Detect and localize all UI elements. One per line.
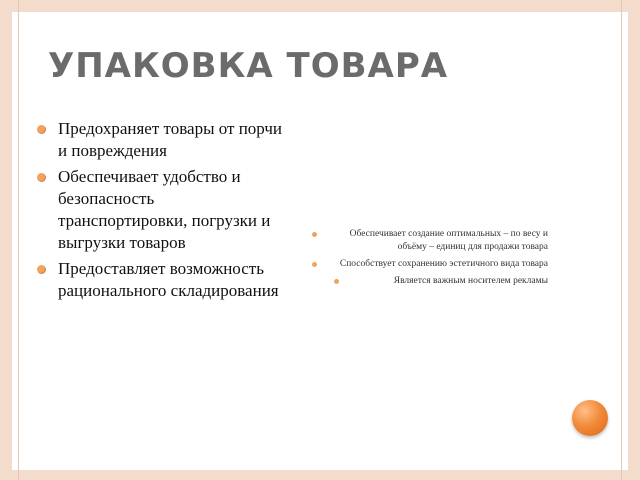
right-bullet-text: Является важным носителем рекламы — [393, 276, 548, 286]
right-bullet-text: Способствует сохранению эстетичного вида товара — [339, 259, 548, 269]
orange-circle-bullet-icon — [37, 173, 46, 182]
slide-border-left — [0, 0, 12, 480]
orange-circle-bullet-icon — [37, 265, 46, 274]
slide-border-right — [628, 0, 640, 480]
slide-title: УПАКОВКА ТОВАРА — [48, 46, 449, 86]
left-bullet-list — [34, 118, 282, 306]
slide-border-top — [0, 0, 640, 12]
slide-inner-line-left — [18, 0, 19, 480]
left-bullet-text: Предохраняет товары от порчи и повреждения — [58, 119, 283, 160]
orange-circle-bullet-icon — [312, 232, 317, 237]
slide-border-bottom — [0, 470, 640, 480]
slide-inner-line-right — [621, 0, 622, 480]
left-bullet-text: Предоставляет возможность рационального складирования — [58, 259, 279, 300]
left-bullet-item — [34, 166, 282, 254]
right-bullet-item — [310, 275, 548, 288]
right-bullet-text: Обеспечивает создание оптимальных – по весу и объёму – единиц для продажи товара — [349, 229, 548, 252]
left-bullet-item — [34, 118, 282, 162]
orange-circle-bullet-icon — [312, 262, 317, 267]
left-bullet-item — [34, 258, 282, 302]
right-bullet-item — [310, 228, 548, 254]
orange-circle-bullet-icon — [37, 125, 46, 134]
orange-orb-icon — [572, 400, 608, 436]
left-bullet-text: Обеспечивает удобство и безопасность транспортировки, погрузки и выгрузки товаров — [58, 167, 271, 252]
right-bullet-list — [310, 228, 548, 292]
orange-circle-bullet-icon — [334, 279, 339, 284]
right-bullet-item — [310, 258, 548, 271]
